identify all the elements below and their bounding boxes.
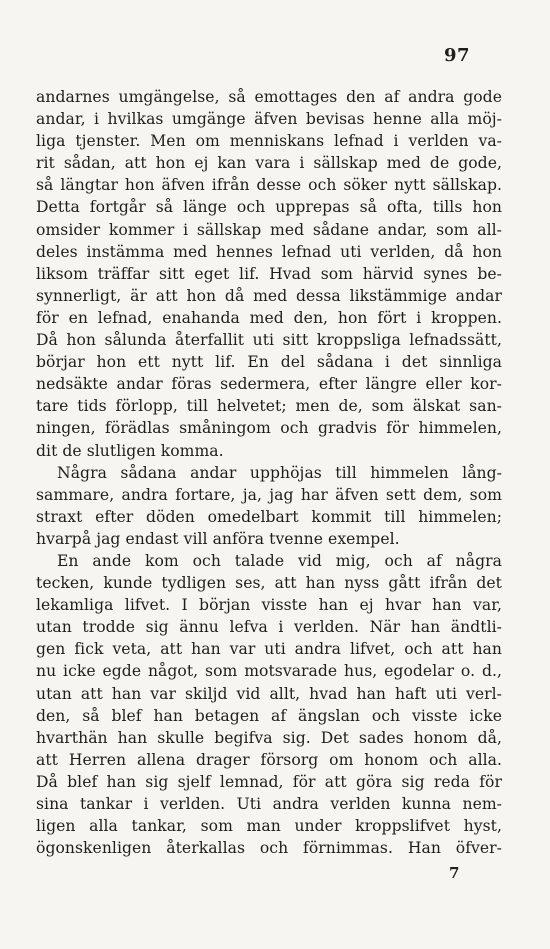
text-line: gen fick veta, att han var uti andra lifvet, och att han (36, 640, 502, 659)
text-line: deles instämma med hennes lefnad uti verlden, då hon (36, 242, 502, 261)
text-line: hvarthän han skulle begifva sig. Det sades honom då, (36, 728, 502, 747)
text-line: Då blef han sig sjelf lemnad, för att göra sig reda för (36, 772, 502, 791)
text-line: nu icke egde något, som motsvarade hus, egodelar o. d., (36, 662, 502, 681)
text-line: andarnes umgängelse, så emottages den af andra gode (36, 88, 502, 106)
text-line: nedsäkte andar föras sedermera, efter längre eller kor- (36, 375, 502, 394)
text-line: ligen alla tankar, som man under kroppslifvet hyst, (36, 817, 502, 836)
text-line: hvarpå jag endast vill anföra tvenne exempel. (36, 529, 400, 548)
text-line: så längtar hon äfven ifrån desse och söker nytt sällskap. (36, 176, 502, 195)
text-line: lekamliga lifvet. I början visste han ej hvar han var, (36, 596, 502, 615)
text-line: andar, i hvilkas umgänge äfven bevisas henne alla möj- (36, 110, 502, 129)
text-line: liga tjenster. Men om menniskans lefnad i verlden va- (36, 132, 502, 151)
text-line: liksom träffar sitt eget lif. Hvad som härvid synes be- (36, 264, 502, 283)
text-line: synnerligt, är att hon då med dessa likstämmige andar (36, 286, 502, 305)
text-line: Några sådana andar upphöjas till himmelen lång- (57, 463, 502, 482)
text-line: utan trodde sig ännu lefva i verlden. När han ändtli- (36, 618, 502, 637)
text-line: En ande kom och talade vid mig, och af några (57, 551, 502, 570)
text-line: ningen, förädlas småningom och gradvis för himmelen, (36, 419, 502, 438)
body-text (36, 86, 502, 859)
text-line: börjar hon ett nytt lif. En del sådana i det sinnliga (36, 353, 502, 372)
text-line: omsider kommer i sällskap med sådane andar, som all- (36, 220, 502, 239)
text-line: utan att han var skiljd vid allt, hvad han haft uti verl- (36, 684, 502, 703)
text-line: straxt efter döden omedelbart kommit till himmelen; (36, 507, 502, 526)
text-line: dit de slutligen komma. (36, 441, 224, 460)
text-line: sammare, andra fortare, ja, jag har äfven sett dem, som (36, 485, 502, 504)
text-line: Detta fortgår så länge och upprepas så ofta, tills hon (36, 198, 502, 217)
page-number: 97 (443, 45, 470, 66)
text-line: ögonskenligen återkallas och förnimmas. Han öfver- (36, 839, 502, 858)
signature-mark: 7 (449, 864, 460, 882)
text-line: sina tankar i verlden. Uti andra verlden kunna nem- (36, 795, 502, 813)
text-line: för en lefnad, enahanda med den, hon fört i kroppen. (36, 308, 502, 327)
text-line: tecken, kunde tydligen ses, att han nyss gått ifrån det (36, 574, 502, 593)
text-line: att Herren allena drager försorg om honom och alla. (36, 750, 502, 769)
text-line: rit sådan, att hon ej kan vara i sällskap med de gode, (36, 154, 502, 173)
text-line: den, så blef han betagen af ängslan och visste icke (36, 706, 502, 725)
text-line: Då hon sålunda återfallit uti sitt kroppsliga lefnadssätt, (36, 331, 502, 350)
text-line: tare tids förlopp, till helvetet; men de, som älskat san- (36, 397, 502, 416)
